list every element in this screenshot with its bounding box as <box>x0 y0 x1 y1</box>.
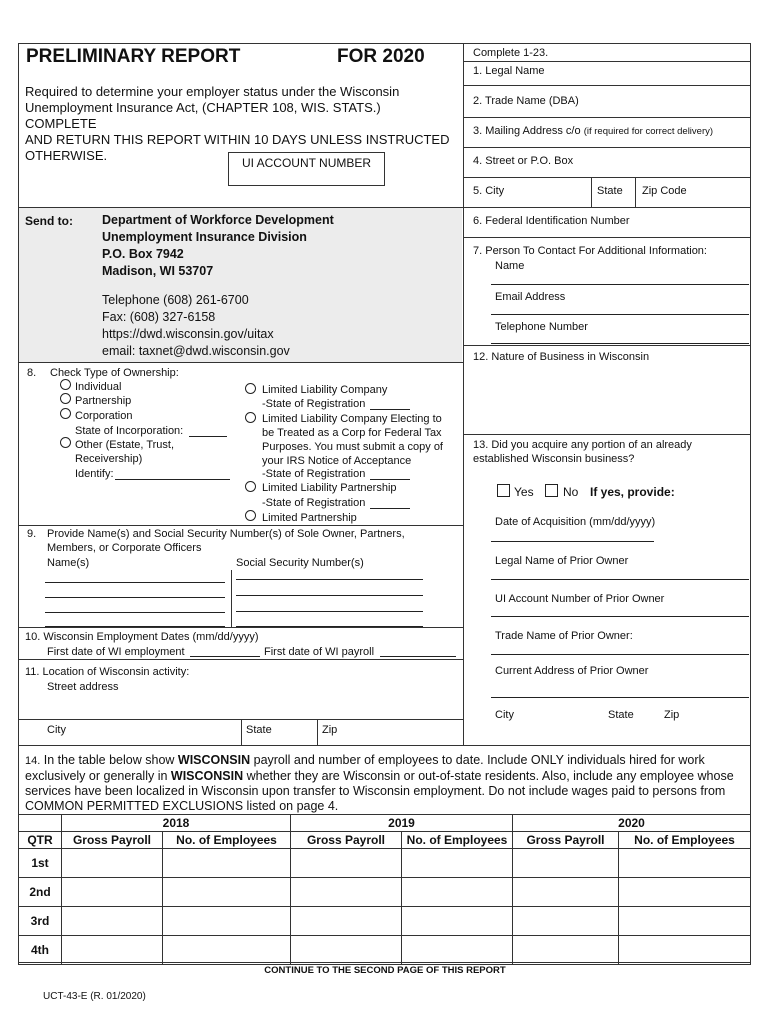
lp-radio[interactable] <box>245 510 256 521</box>
quarter-label: 2nd <box>19 878 62 907</box>
employees-header: No. of Employees <box>163 832 291 849</box>
send-to-address: Department of Workforce Development Unemployment Insurance Division P.O. Box 7942 Madison, WI 53707 <box>102 213 334 278</box>
employees-cell[interactable] <box>163 849 291 878</box>
partnership-radio[interactable] <box>60 393 71 404</box>
quarter-label: 1st <box>19 849 62 878</box>
individual-label: Individual <box>75 381 122 393</box>
table-row <box>19 936 751 965</box>
employees-cell[interactable] <box>619 878 751 907</box>
employees-cell[interactable] <box>402 936 513 965</box>
contact-phone-label: Telephone Number <box>495 321 588 333</box>
legal-name-label: 1. Legal Name <box>473 65 545 77</box>
llp-label: Limited Liability Partnership <box>262 482 397 494</box>
street-address-label: Street address <box>47 681 119 693</box>
yes-label: Yes <box>514 485 534 499</box>
payroll-instructions: 14. In the table below show WISCONSIN payroll and number of employees to date. Include ONLY individuals hired for work exclusively or generally in WISCONSIN whether they are Wisconsin or out-of-state residents. Also, include any employee whose services have been localized in Wisconsin upon transfer to Wisconsin employment. Do not include wages paid to persons from COMMON PERMITTED EXCLUSIONS listed on page 4. <box>25 753 734 813</box>
llp-state-label: -State of Registration <box>262 497 366 509</box>
employees-cell[interactable] <box>163 878 291 907</box>
llc-corp-state-label: -State of Registration <box>262 468 366 480</box>
payroll-cell[interactable] <box>513 878 619 907</box>
prior-trade-label: Trade Name of Prior Owner: <box>495 630 633 642</box>
llp-radio[interactable] <box>245 481 256 492</box>
if-yes-label: If yes, provide: <box>590 485 675 499</box>
state-label: State <box>597 185 623 197</box>
year-header: 2020 <box>513 815 751 832</box>
page-title: PRELIMINARY REPORT <box>26 46 241 67</box>
individual-radio[interactable] <box>60 379 71 390</box>
gross-header: Gross Payroll <box>291 832 402 849</box>
employees-cell[interactable] <box>163 907 291 936</box>
corporation-label: Corporation <box>75 410 133 422</box>
acquisition-question: 13. Did you acquire any portion of an already established Wisconsin business? <box>473 439 692 465</box>
no-checkbox[interactable] <box>545 484 558 497</box>
contact-person-label: 7. Person To Contact For Additional Information: <box>473 245 707 257</box>
location-zip-label: Zip <box>322 724 338 736</box>
city-label: 5. City <box>473 185 505 197</box>
report-year: FOR 2020 <box>337 46 425 67</box>
employees-cell[interactable] <box>402 849 513 878</box>
payroll-cell[interactable] <box>513 936 619 965</box>
employees-cell[interactable] <box>163 936 291 965</box>
prior-city-label: City <box>495 709 514 721</box>
identify-label: Identify: <box>75 468 114 480</box>
other-radio[interactable] <box>60 437 71 448</box>
mailing-address-label: 3. Mailing Address c/o (if required for correct delivery) <box>473 125 714 137</box>
table-row <box>19 878 751 907</box>
ui-account-field[interactable] <box>228 152 385 186</box>
payroll-cell[interactable] <box>513 849 619 878</box>
complete-note: Complete 1-23. <box>473 47 549 59</box>
payroll-cell[interactable] <box>62 907 163 936</box>
payroll-cell[interactable] <box>62 849 163 878</box>
continue-note: CONTINUE TO THE SECOND PAGE OF THIS REPORT <box>264 965 506 976</box>
payroll-cell[interactable] <box>291 936 402 965</box>
form-id: UCT-43-E (R. 01/2020) <box>43 991 146 1002</box>
fein-label: 6. Federal Identification Number <box>473 215 630 227</box>
prior-ui-label: UI Account Number of Prior Owner <box>495 593 665 605</box>
payroll-cell[interactable] <box>291 907 402 936</box>
nature-of-business-label: 12. Nature of Business in Wisconsin <box>473 351 650 363</box>
ui-account-label: UI ACCOUNT NUMBER <box>241 156 372 170</box>
gross-header: Gross Payroll <box>62 832 163 849</box>
payroll-table <box>18 814 751 965</box>
first-payroll-label: First date of WI payroll <box>264 646 375 658</box>
owner-ssn-label: Social Security Number(s) <box>236 557 364 569</box>
llc-state-label: -State of Registration <box>262 398 366 410</box>
owners-label: Provide Name(s) and Social Security Number(s) of Sole Owner, Partners, Members, or Corporate Officers <box>47 528 405 554</box>
state-incorporation-label: State of Incorporation: <box>75 425 184 437</box>
contact-name-label: Name <box>495 260 525 272</box>
payroll-cell[interactable] <box>291 849 402 878</box>
no-label: No <box>563 485 579 499</box>
quarter-label: 3rd <box>19 907 62 936</box>
ownership-label: Check Type of Ownership: <box>50 367 179 379</box>
ownership-number: 8. <box>27 367 37 379</box>
location-state-label: State <box>246 724 272 736</box>
location-city-label: City <box>47 724 66 736</box>
contact-info: Telephone (608) 261-6700 Fax: (608) 327-6158 https://dwd.wisconsin.gov/uitax email: taxnet@dwd.wisconsin.gov <box>102 293 290 358</box>
contact-email-label: Email Address <box>495 291 566 303</box>
employees-header: No. of Employees <box>402 832 513 849</box>
corporation-radio[interactable] <box>60 408 71 419</box>
payroll-cell[interactable] <box>513 907 619 936</box>
table-row <box>19 907 751 936</box>
qtr-header: QTR <box>19 832 62 849</box>
prior-state-label: State <box>608 709 634 721</box>
prior-owner-label: Legal Name of Prior Owner <box>495 555 629 567</box>
lp-label: Limited Partnership <box>262 512 357 524</box>
llc-radio[interactable] <box>245 383 256 394</box>
payroll-cell[interactable] <box>62 878 163 907</box>
payroll-cell[interactable] <box>62 936 163 965</box>
prior-address-label: Current Address of Prior Owner <box>495 665 649 677</box>
employees-header: No. of Employees <box>619 832 751 849</box>
employment-dates-label: 10. Wisconsin Employment Dates (mm/dd/yyyy) <box>25 631 259 643</box>
first-employment-label: First date of WI employment <box>47 646 185 658</box>
location-label: 11. Location of Wisconsin activity: <box>25 666 190 678</box>
year-header: 2018 <box>62 815 291 832</box>
trade-name-label: 2. Trade Name (DBA) <box>473 95 579 107</box>
acquisition-date-label: Date of Acquisition (mm/dd/yyyy) <box>495 516 656 528</box>
quarter-label: 4th <box>19 936 62 965</box>
llc-corp-label: Limited Liability Company Electing to be Treated as a Corp for Federal Tax Purposes. You must submit a copy of your IRS Notice of Acceptance <box>262 413 443 467</box>
gross-header: Gross Payroll <box>513 832 619 849</box>
yes-checkbox[interactable] <box>497 484 510 497</box>
zip-label: Zip Code <box>642 185 687 197</box>
prior-zip-label: Zip <box>664 709 680 721</box>
owners-number: 9. <box>27 528 37 540</box>
payroll-cell[interactable] <box>291 878 402 907</box>
llc-corp-radio[interactable] <box>245 412 256 423</box>
street-label: 4. Street or P.O. Box <box>473 155 574 167</box>
year-header: 2019 <box>291 815 513 832</box>
employees-cell[interactable] <box>402 878 513 907</box>
intro-text: Required to determine your employer status under the Wisconsin Unemployment Insurance Act, (CHAPTER 108, WIS. STATS.) COMPLETE AND RETURN THIS REPORT WITHIN 10 DAYS UNLESS INSTRUCTED OTHERWISE. <box>25 84 450 163</box>
owner-names-label: Name(s) <box>47 557 90 569</box>
employees-cell[interactable] <box>619 936 751 965</box>
llc-label: Limited Liability Company <box>262 384 388 396</box>
other-label: Other (Estate, Trust, Receivership) <box>75 439 175 465</box>
table-row <box>19 849 751 878</box>
employees-cell[interactable] <box>619 849 751 878</box>
send-to-label: Send to: <box>25 214 73 228</box>
employees-cell[interactable] <box>402 907 513 936</box>
partnership-label: Partnership <box>75 395 132 407</box>
employees-cell[interactable] <box>619 907 751 936</box>
